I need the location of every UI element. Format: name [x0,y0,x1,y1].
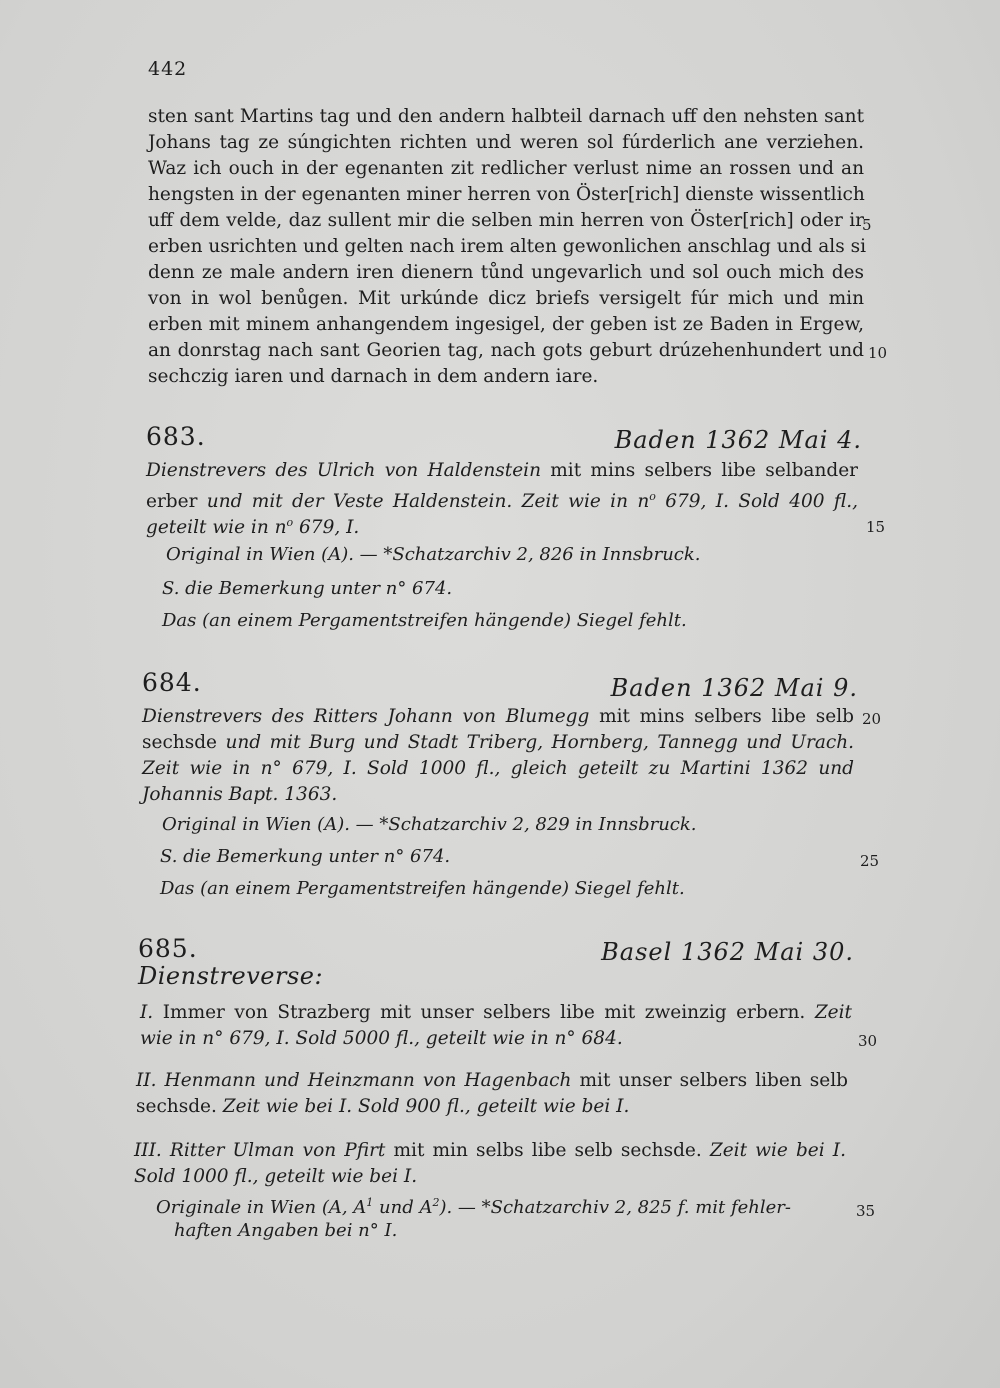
note-text: und A [373,1197,433,1218]
entry-number: 684. [142,668,202,697]
regest-line [142,704,854,730]
line-number: 20 [862,710,882,728]
quote-text: mit mins selbers libe selb [589,706,854,727]
text-line: Johans tag ze súngichten richten und weren sol fúrderlich ane verziehen. [148,132,864,153]
line-number: 30 [858,1032,878,1050]
regest-text: Zeit [805,1002,852,1023]
entry-date: Baden 1362 Mai 4. [614,426,862,454]
entry-date: Baden 1362 Mai 9. [610,674,858,702]
regest-line: Zeit wie in n° 679, I. Sold 1000 fl., gleich geteilt zu Martini 1362 und [142,758,854,779]
superscript: o [286,516,294,529]
quote-text: sechsde. [136,1096,217,1117]
remark-note: S. die Bemerkung unter n° 674. [160,846,451,867]
entry-number: 685. [138,934,198,963]
roman-numeral: I. [140,1002,154,1023]
text-line: hengsten in der egenanten miner herren von Öster[rich] dienste wissentlich [148,184,865,205]
regest-text: Dienstrevers des Ulrich von Haldenstein [146,460,541,481]
page-number: 442 [148,58,188,80]
source-note: haften Angaben bei n° I. [174,1220,398,1241]
entry-number: 683. [146,422,206,451]
entry-date: Basel 1362 Mai 30. [601,938,854,966]
quote-text: mit unser selbers liben selb [571,1070,848,1091]
quote-text: mit mins selbers libe selbander [540,460,858,481]
quote-text: mit min selbs libe selb sechsde. [385,1140,702,1161]
regest-line [136,1068,848,1094]
text-line: Waz ich ouch in der egenanten zit redlicher verlust nime an rossen und an [148,158,864,179]
line-number: 35 [856,1202,876,1220]
regest-text: III. Ritter Ulman von Pfirt [134,1140,386,1161]
text-line: sten sant Martins tag und den andern halbteil darnach uff den nehsten sant [148,106,864,127]
note-text: ). — *Schatzarchiv 2, 825 f. mit fehler- [439,1197,791,1218]
line-number: 5 [862,216,872,234]
regest-line [136,1094,848,1120]
line-number: 10 [868,344,888,362]
regest-text: Zeit wie bei I. Sold 900 fl., geteilt wie bei I. [216,1096,630,1117]
quote-text: erber [146,491,198,513]
source-note [156,1196,791,1218]
regest-text: und mit der Veste Haldenstein. Zeit wie in n [197,491,650,513]
regest-line: wie in n° 679, I. Sold 5000 fl., geteilt wie in n° 684. [140,1028,623,1049]
regest-line: Sold 1000 fl., geteilt wie bei I. [134,1166,418,1187]
superscript: 1 [366,1196,374,1209]
regest-text: II. Henmann und Heinzmann von Hagenbach [136,1070,572,1091]
text-line: von in wol benůgen. Mit urkúnde dicz briefs versigelt fúr mich und min [148,288,864,309]
text-line: denn ze male andern iren dienern tůnd ungevarlich und sol ouch mich des [148,262,864,283]
regest-text: und mit Burg und Stadt Triberg, Hornberg, Tannegg und Urach. [217,732,854,753]
quote-text: Immer von Strazberg mit unser selbers libe mit zweinzig erbern. [153,1002,806,1023]
seal-note: Das (an einem Pergamentstreifen hängende) Siegel fehlt. [160,878,685,899]
line-number: 15 [866,518,886,536]
text-line: uff dem velde, daz sullent mir die selben min herren von Öster[rich] oder ir [148,210,864,231]
source-note: Original in Wien (A). — *Schatzarchiv 2, 826 in Innsbruck. [166,544,701,565]
text-line: erben usrichten und gelten nach irem alten gewonlichen anschlag und als si [148,236,866,257]
quote-text: sechsde [142,732,218,753]
text-line: sechczig iaren und darnach in dem andern iare. [148,366,599,387]
regest-line: Johannis Bapt. 1363. [142,784,338,805]
note-text: Originale in Wien (A, A [156,1197,367,1218]
regest-line [146,510,858,541]
line-number: 25 [860,852,880,870]
regest-line [142,730,854,756]
regest-text: geteilt wie in n [146,517,287,539]
regest-line [140,1000,852,1026]
text-line: erben mit minem anhangendem ingesigel, der geben ist ze Baden in Ergew, [148,314,864,335]
entry-heading: Dienstreverse: [138,962,324,990]
text-line: an donrstag nach sant Georien tag, nach gots geburt drúzehenhundert und [148,340,864,361]
regest-line [134,1138,846,1164]
regest-line [146,458,858,484]
regest-text: 679, I. Sold 400 fl., [655,491,859,513]
remark-note: S. die Bemerkung unter n° 674. [162,578,453,599]
source-note: Original in Wien (A). — *Schatzarchiv 2, 829 in Innsbruck. [162,814,697,835]
superscript: o [649,490,656,503]
superscript: 2 [432,1196,440,1209]
seal-note: Das (an einem Pergamentstreifen hängende) Siegel fehlt. [162,610,687,631]
regest-text: 679, I. [293,517,360,539]
regest-text: Dienstrevers des Ritters Johann von Blumegg [142,706,590,727]
regest-text: Zeit wie bei I. [701,1140,846,1161]
